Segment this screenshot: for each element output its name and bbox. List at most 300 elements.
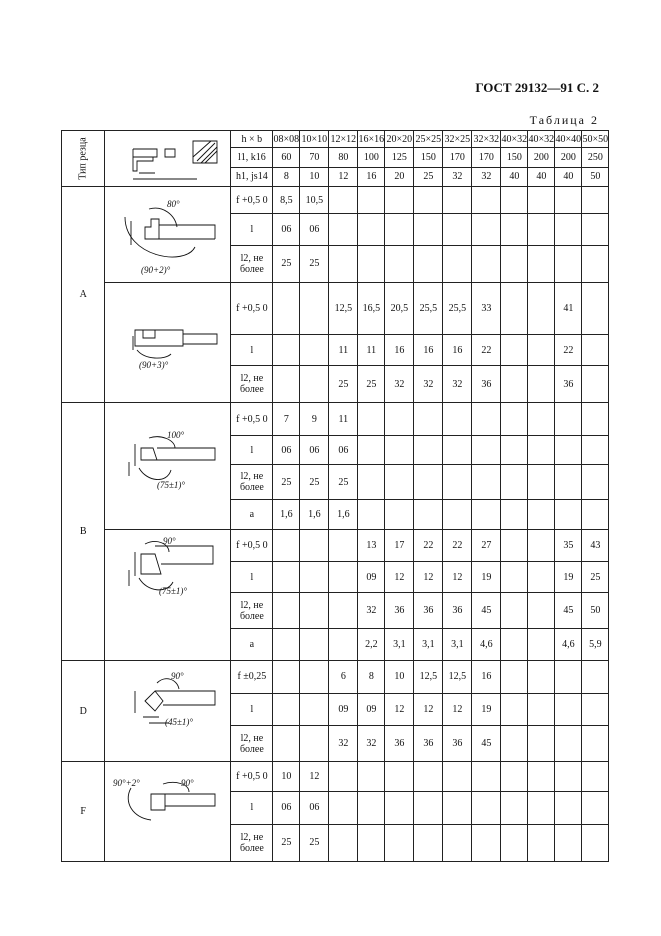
value-cell xyxy=(358,762,385,792)
value-cell xyxy=(582,500,609,530)
value-cell xyxy=(300,661,329,694)
value-cell xyxy=(501,661,528,694)
angle-label: 90° xyxy=(181,778,194,788)
value-cell xyxy=(501,245,528,282)
value-cell: 3,1 xyxy=(443,628,472,660)
header-cell: 150 xyxy=(501,148,528,167)
table-row xyxy=(62,403,609,436)
value-cell: 16 xyxy=(414,335,443,366)
header-cell: 170 xyxy=(472,148,501,167)
value-cell: 25 xyxy=(300,465,329,500)
header-cell: 150 xyxy=(414,148,443,167)
value-cell xyxy=(329,187,358,214)
value-cell xyxy=(385,762,414,792)
value-cell xyxy=(300,562,329,593)
value-cell: 13 xyxy=(358,530,385,562)
cutter-sketch-b2 xyxy=(105,530,230,660)
value-cell: 25,5 xyxy=(414,283,443,335)
value-cell: 09 xyxy=(329,693,358,726)
table-row xyxy=(62,661,609,694)
table-row xyxy=(62,187,609,214)
value-cell xyxy=(329,562,358,593)
header-cell: 125 xyxy=(385,148,414,167)
cutter-sketch-d1 xyxy=(105,661,230,761)
header-cell: 12 xyxy=(329,167,358,186)
value-cell xyxy=(414,214,443,245)
header-cell: 70 xyxy=(300,148,329,167)
value-cell xyxy=(582,245,609,282)
holder-sketch-cell xyxy=(105,131,231,187)
value-cell: 45 xyxy=(555,593,582,628)
value-cell: 45 xyxy=(472,593,501,628)
value-cell xyxy=(555,245,582,282)
value-cell xyxy=(385,403,414,436)
cutter-sketch-f1 xyxy=(105,762,230,861)
value-cell: 12 xyxy=(385,562,414,593)
value-cell xyxy=(528,693,555,726)
angle-label: 90°+2° xyxy=(113,778,141,788)
value-cell xyxy=(528,465,555,500)
header-cell: 250 xyxy=(582,148,609,167)
value-cell xyxy=(329,792,358,824)
document-reference: ГОСТ 29132—91 С. 2 xyxy=(475,80,599,95)
value-cell xyxy=(501,762,528,792)
header-cell: 40 xyxy=(555,167,582,186)
param-label: f +0,5 0 xyxy=(231,762,273,792)
value-cell xyxy=(273,530,300,562)
value-cell xyxy=(555,436,582,465)
value-cell xyxy=(443,214,472,245)
value-cell: 35 xyxy=(555,530,582,562)
header-cell: 60 xyxy=(273,148,300,167)
param-label: f ±0,25 xyxy=(231,661,273,694)
value-cell: 22 xyxy=(414,530,443,562)
value-cell: 22 xyxy=(555,335,582,366)
value-cell xyxy=(528,436,555,465)
value-cell xyxy=(528,562,555,593)
value-cell: 9 xyxy=(300,403,329,436)
value-cell: 8,5 xyxy=(273,187,300,214)
value-cell xyxy=(555,500,582,530)
value-cell: 16 xyxy=(443,335,472,366)
value-cell xyxy=(555,792,582,824)
value-cell xyxy=(443,500,472,530)
value-cell: 22 xyxy=(443,530,472,562)
value-cell xyxy=(528,335,555,366)
type-header xyxy=(62,131,105,187)
value-cell xyxy=(385,245,414,282)
value-cell xyxy=(358,465,385,500)
param-label: l2, не более xyxy=(231,726,273,762)
header-cell: 8 xyxy=(273,167,300,186)
value-cell: 06 xyxy=(273,214,300,245)
value-cell xyxy=(273,335,300,366)
value-cell: 50 xyxy=(582,593,609,628)
value-cell xyxy=(501,562,528,593)
header-cell: 16 xyxy=(358,167,385,186)
value-cell xyxy=(582,726,609,762)
header-cell: 170 xyxy=(443,148,472,167)
type-header-label: Тип резца xyxy=(77,137,89,180)
value-cell xyxy=(273,593,300,628)
type-label: F xyxy=(62,762,105,862)
value-cell: 25 xyxy=(329,366,358,403)
value-cell xyxy=(358,792,385,824)
value-cell: 12 xyxy=(443,693,472,726)
value-cell xyxy=(582,335,609,366)
value-cell xyxy=(472,792,501,824)
value-cell: 27 xyxy=(472,530,501,562)
value-cell xyxy=(329,593,358,628)
value-cell: 43 xyxy=(582,530,609,562)
value-cell xyxy=(414,792,443,824)
value-cell xyxy=(358,214,385,245)
value-cell: 17 xyxy=(385,530,414,562)
value-cell xyxy=(528,762,555,792)
value-cell xyxy=(385,187,414,214)
value-cell xyxy=(555,214,582,245)
dimensions-table xyxy=(61,130,609,862)
value-cell: 36 xyxy=(443,726,472,762)
value-cell: 25,5 xyxy=(443,283,472,335)
value-cell xyxy=(501,465,528,500)
cutter-sketch-cell xyxy=(105,661,231,762)
header-cell: 08×08 xyxy=(273,131,300,148)
value-cell xyxy=(528,245,555,282)
value-cell: 09 xyxy=(358,693,385,726)
value-cell: 36 xyxy=(443,593,472,628)
value-cell: 32 xyxy=(414,366,443,403)
param-label: l2, не более xyxy=(231,245,273,282)
value-cell xyxy=(528,530,555,562)
value-cell xyxy=(414,245,443,282)
value-cell: 25 xyxy=(300,245,329,282)
angle-label: 80° xyxy=(167,199,180,209)
cutter-sketch-b1 xyxy=(105,404,230,529)
value-cell: 25 xyxy=(273,245,300,282)
value-cell xyxy=(528,283,555,335)
param-label: f +0,5 0 xyxy=(231,530,273,562)
header-cell: 32 xyxy=(472,167,501,186)
param-label: a xyxy=(231,628,273,660)
header-cell: 40 xyxy=(528,167,555,186)
value-cell: 36 xyxy=(414,593,443,628)
value-cell xyxy=(443,436,472,465)
value-cell xyxy=(555,465,582,500)
value-cell xyxy=(555,403,582,436)
value-cell: 36 xyxy=(555,366,582,403)
header-param-label: h × b xyxy=(231,131,273,148)
value-cell xyxy=(414,500,443,530)
param-label: l xyxy=(231,214,273,245)
value-cell xyxy=(555,824,582,861)
value-cell xyxy=(472,187,501,214)
value-cell xyxy=(555,762,582,792)
param-label: l2, не более xyxy=(231,824,273,861)
header-cell: 40×32 xyxy=(528,131,555,148)
param-label: a xyxy=(231,500,273,530)
value-cell xyxy=(501,500,528,530)
value-cell xyxy=(329,762,358,792)
cutter-sketch-a1 xyxy=(105,187,230,282)
value-cell xyxy=(582,693,609,726)
angle-label: (75±1)° xyxy=(157,479,186,490)
value-cell xyxy=(358,436,385,465)
value-cell: 16,5 xyxy=(358,283,385,335)
value-cell: 32 xyxy=(358,593,385,628)
cutter-sketch-cell xyxy=(105,283,231,403)
value-cell xyxy=(555,661,582,694)
value-cell xyxy=(300,628,329,660)
value-cell xyxy=(300,593,329,628)
value-cell xyxy=(273,726,300,762)
value-cell xyxy=(501,530,528,562)
value-cell xyxy=(501,824,528,861)
header-cell: 10 xyxy=(300,167,329,186)
value-cell: 06 xyxy=(273,436,300,465)
table-title: Таблица 2 xyxy=(529,113,599,127)
header-param-label: h1, js14 xyxy=(231,167,273,186)
value-cell xyxy=(582,214,609,245)
value-cell xyxy=(582,187,609,214)
cutter-sketch-cell xyxy=(105,187,231,283)
value-cell: 16 xyxy=(472,661,501,694)
value-cell xyxy=(501,187,528,214)
value-cell xyxy=(528,726,555,762)
header-cell: 16×16 xyxy=(358,131,385,148)
value-cell xyxy=(472,465,501,500)
value-cell xyxy=(501,403,528,436)
value-cell xyxy=(300,283,329,335)
value-cell xyxy=(528,792,555,824)
value-cell xyxy=(300,335,329,366)
value-cell: 09 xyxy=(358,562,385,593)
value-cell: 36 xyxy=(414,726,443,762)
value-cell xyxy=(501,726,528,762)
header-cell: 10×10 xyxy=(300,131,329,148)
value-cell xyxy=(385,465,414,500)
value-cell xyxy=(528,214,555,245)
cutter-sketch-cell xyxy=(105,403,231,530)
value-cell: 32 xyxy=(358,726,385,762)
value-cell: 32 xyxy=(385,366,414,403)
value-cell xyxy=(385,824,414,861)
value-cell xyxy=(501,335,528,366)
value-cell: 32 xyxy=(329,726,358,762)
param-label: l xyxy=(231,335,273,366)
header-param-label: l1, k16 xyxy=(231,148,273,167)
value-cell xyxy=(501,693,528,726)
value-cell xyxy=(300,530,329,562)
value-cell xyxy=(501,628,528,660)
table-row xyxy=(62,762,609,792)
value-cell xyxy=(472,500,501,530)
type-label: A xyxy=(62,187,105,403)
value-cell: 11 xyxy=(329,335,358,366)
value-cell xyxy=(443,403,472,436)
value-cell: 2,2 xyxy=(358,628,385,660)
param-label: l2, не более xyxy=(231,366,273,403)
value-cell xyxy=(329,628,358,660)
value-cell xyxy=(472,762,501,792)
header-cell: 32×25 xyxy=(443,131,472,148)
cutter-sketch-a2 xyxy=(105,314,230,372)
value-cell xyxy=(555,693,582,726)
param-label: f +0,5 0 xyxy=(231,403,273,436)
header-cell: 40×40 xyxy=(555,131,582,148)
value-cell: 06 xyxy=(300,214,329,245)
value-cell xyxy=(273,283,300,335)
value-cell xyxy=(555,726,582,762)
value-cell xyxy=(501,214,528,245)
table-row xyxy=(62,530,609,562)
value-cell: 36 xyxy=(385,593,414,628)
value-cell xyxy=(300,726,329,762)
value-cell: 36 xyxy=(385,726,414,762)
value-cell xyxy=(414,824,443,861)
value-cell: 12 xyxy=(414,562,443,593)
value-cell: 20,5 xyxy=(385,283,414,335)
value-cell: 25 xyxy=(273,824,300,861)
value-cell: 12,5 xyxy=(414,661,443,694)
value-cell xyxy=(329,214,358,245)
value-cell xyxy=(329,530,358,562)
value-cell xyxy=(582,661,609,694)
value-cell: 19 xyxy=(472,693,501,726)
value-cell xyxy=(273,562,300,593)
value-cell: 8 xyxy=(358,661,385,694)
table-row xyxy=(62,283,609,335)
value-cell xyxy=(443,187,472,214)
value-cell xyxy=(501,792,528,824)
type-label: B xyxy=(62,403,105,661)
value-cell xyxy=(385,792,414,824)
cutter-sketch-cell xyxy=(105,530,231,661)
value-cell: 22 xyxy=(472,335,501,366)
value-cell xyxy=(528,661,555,694)
angle-label: (90+3)° xyxy=(139,359,169,370)
param-label: l xyxy=(231,436,273,465)
value-cell xyxy=(582,465,609,500)
value-cell xyxy=(443,762,472,792)
angle-label: (75±1)° xyxy=(159,586,188,596)
value-cell: 7 xyxy=(273,403,300,436)
value-cell xyxy=(582,762,609,792)
value-cell: 25 xyxy=(358,366,385,403)
param-label: f +0,5 0 xyxy=(231,187,273,214)
value-cell xyxy=(555,187,582,214)
value-cell xyxy=(273,693,300,726)
value-cell xyxy=(528,824,555,861)
header-cell: 100 xyxy=(358,148,385,167)
value-cell: 6 xyxy=(329,661,358,694)
value-cell xyxy=(329,824,358,861)
value-cell: 1,6 xyxy=(329,500,358,530)
value-cell xyxy=(385,214,414,245)
value-cell: 10,5 xyxy=(300,187,329,214)
value-cell xyxy=(358,824,385,861)
angle-label: 90° xyxy=(171,671,184,681)
header-cell: 25 xyxy=(414,167,443,186)
header-cell: 50×50 xyxy=(582,131,609,148)
value-cell: 25 xyxy=(329,465,358,500)
value-cell: 25 xyxy=(273,465,300,500)
value-cell xyxy=(528,366,555,403)
value-cell: 33 xyxy=(472,283,501,335)
value-cell: 12,5 xyxy=(329,283,358,335)
value-cell: 10 xyxy=(385,661,414,694)
header-cell: 32 xyxy=(443,167,472,186)
value-cell: 10 xyxy=(273,762,300,792)
header-cell: 20×20 xyxy=(385,131,414,148)
value-cell xyxy=(358,403,385,436)
header-cell: 20 xyxy=(385,167,414,186)
value-cell xyxy=(472,214,501,245)
param-label: l xyxy=(231,562,273,593)
header-cell: 40×32 xyxy=(501,131,528,148)
value-cell xyxy=(443,465,472,500)
value-cell xyxy=(414,762,443,792)
value-cell: 4,6 xyxy=(472,628,501,660)
value-cell: 12 xyxy=(443,562,472,593)
header-cell: 12×12 xyxy=(329,131,358,148)
value-cell xyxy=(414,436,443,465)
value-cell: 06 xyxy=(273,792,300,824)
value-cell: 32 xyxy=(443,366,472,403)
value-cell: 1,6 xyxy=(300,500,329,530)
value-cell xyxy=(358,500,385,530)
value-cell xyxy=(582,824,609,861)
value-cell: 3,1 xyxy=(385,628,414,660)
value-cell: 12 xyxy=(414,693,443,726)
value-cell: 06 xyxy=(300,792,329,824)
value-cell xyxy=(528,500,555,530)
value-cell xyxy=(582,436,609,465)
value-cell: 45 xyxy=(472,726,501,762)
value-cell xyxy=(528,403,555,436)
header-cell: 200 xyxy=(528,148,555,167)
value-cell: 5,9 xyxy=(582,628,609,660)
value-cell xyxy=(385,500,414,530)
cutter-sketch-cell xyxy=(105,762,231,862)
value-cell xyxy=(528,628,555,660)
value-cell xyxy=(414,187,443,214)
angle-label: 90° xyxy=(163,536,176,546)
value-cell xyxy=(300,693,329,726)
value-cell xyxy=(582,792,609,824)
value-cell xyxy=(582,283,609,335)
value-cell xyxy=(528,593,555,628)
value-cell: 06 xyxy=(300,436,329,465)
value-cell xyxy=(528,187,555,214)
value-cell: 41 xyxy=(555,283,582,335)
value-cell: 1,6 xyxy=(273,500,300,530)
value-cell xyxy=(385,436,414,465)
value-cell xyxy=(472,824,501,861)
value-cell xyxy=(300,366,329,403)
type-label: D xyxy=(62,661,105,762)
value-cell: 12,5 xyxy=(443,661,472,694)
angle-label: (90+2)° xyxy=(141,265,171,275)
value-cell: 19 xyxy=(555,562,582,593)
param-label: l2, не более xyxy=(231,593,273,628)
header-cell: 32×32 xyxy=(472,131,501,148)
value-cell: 06 xyxy=(329,436,358,465)
value-cell xyxy=(273,661,300,694)
param-label: l2, не более xyxy=(231,465,273,500)
value-cell xyxy=(582,366,609,403)
value-cell xyxy=(472,403,501,436)
